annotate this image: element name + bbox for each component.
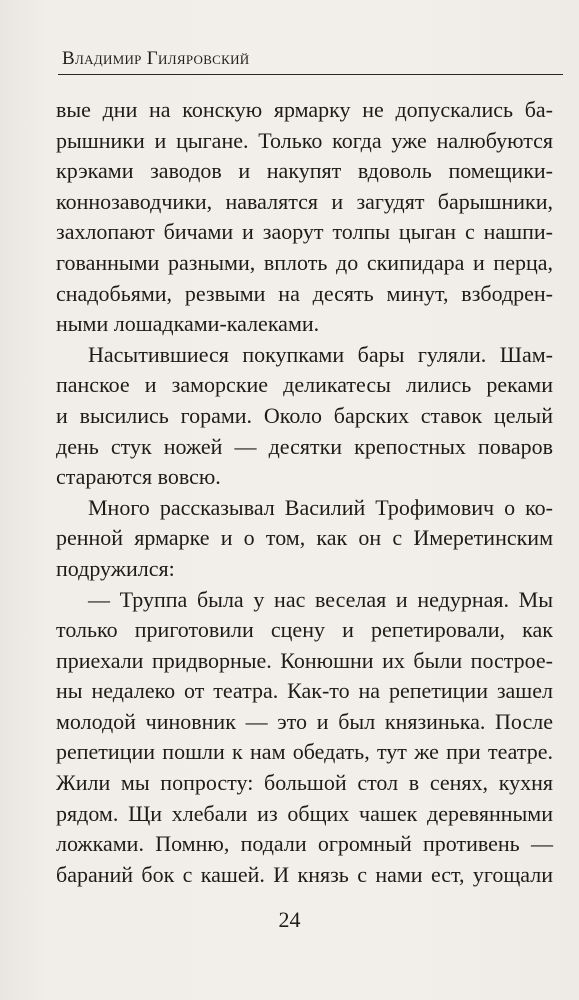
author-name: Владимир Гиляровский [62, 48, 250, 69]
text-line: Насытившиеся покупками бары гуляли. Шам- [88, 341, 553, 367]
text-line: гованными разными, вплоть до скипидара и перца, [56, 249, 553, 275]
text-line: ренной ярмарке и о том, как он с Имеретинским [56, 525, 553, 551]
text-line: рядом. Щи хлебали из общих чашек деревянными [56, 800, 553, 826]
paragraph [56, 585, 553, 891]
text-line: панское и заморские деликатесы лились реками [56, 372, 553, 398]
text-line: приехали придворные. Конюшни их были построе- [56, 647, 553, 673]
paragraph [56, 340, 553, 493]
text-line: — Труппа была у нас веселая и недурная. Мы [88, 586, 553, 612]
text-line: ны недалеко от театра. Как-то на репетиции зашел [56, 678, 553, 704]
text-line: и высились горами. Около барских ставок целый [56, 402, 553, 428]
page-number: 24 [278, 907, 301, 932]
text-line: коннозаводчики, навалятся и загудят барышники, [56, 188, 553, 214]
text-line: день стук ножей — десятки крепостных поваров [56, 433, 553, 459]
text-line: крэками заводов и накупят вдоволь помещики- [56, 158, 553, 184]
text-line: стараются вовсю. [56, 464, 221, 490]
text-line: Много рассказывал Василий Трофимович о ко- [88, 494, 553, 520]
text-line: снадобьями, резвыми на десять минут, взбодрен- [56, 280, 553, 306]
paragraph [56, 95, 553, 340]
text-line: репетиции пошли к нам обедать, тут же при театре. [56, 739, 553, 765]
text-line: подружился: [56, 555, 175, 581]
text-line: бараний бок с кашей. И князь с нами ест, угощали [56, 861, 553, 887]
text-line: вые дни на конскую ярмарку не допускались ба- [56, 97, 553, 122]
text-line: молодой чиновник — это и был князинька. После [56, 708, 553, 734]
text-line: ными лошадками-калеками. [56, 311, 320, 337]
text-line: ложками. Помню, подали огромный противень — [56, 831, 553, 857]
text-line: рышники и цыгане. Только когда уже налюбуются [56, 127, 553, 153]
text-line: Жили мы попросту: большой стол в сенях, кухня [56, 770, 553, 796]
paragraph [56, 493, 553, 585]
body-text [56, 95, 553, 890]
running-header [58, 40, 563, 75]
text-line: только приготовили сцену и репетировали, как [56, 617, 553, 643]
text-line: захлопают бичами и заорут толпы цыган с нашпи- [56, 219, 553, 245]
